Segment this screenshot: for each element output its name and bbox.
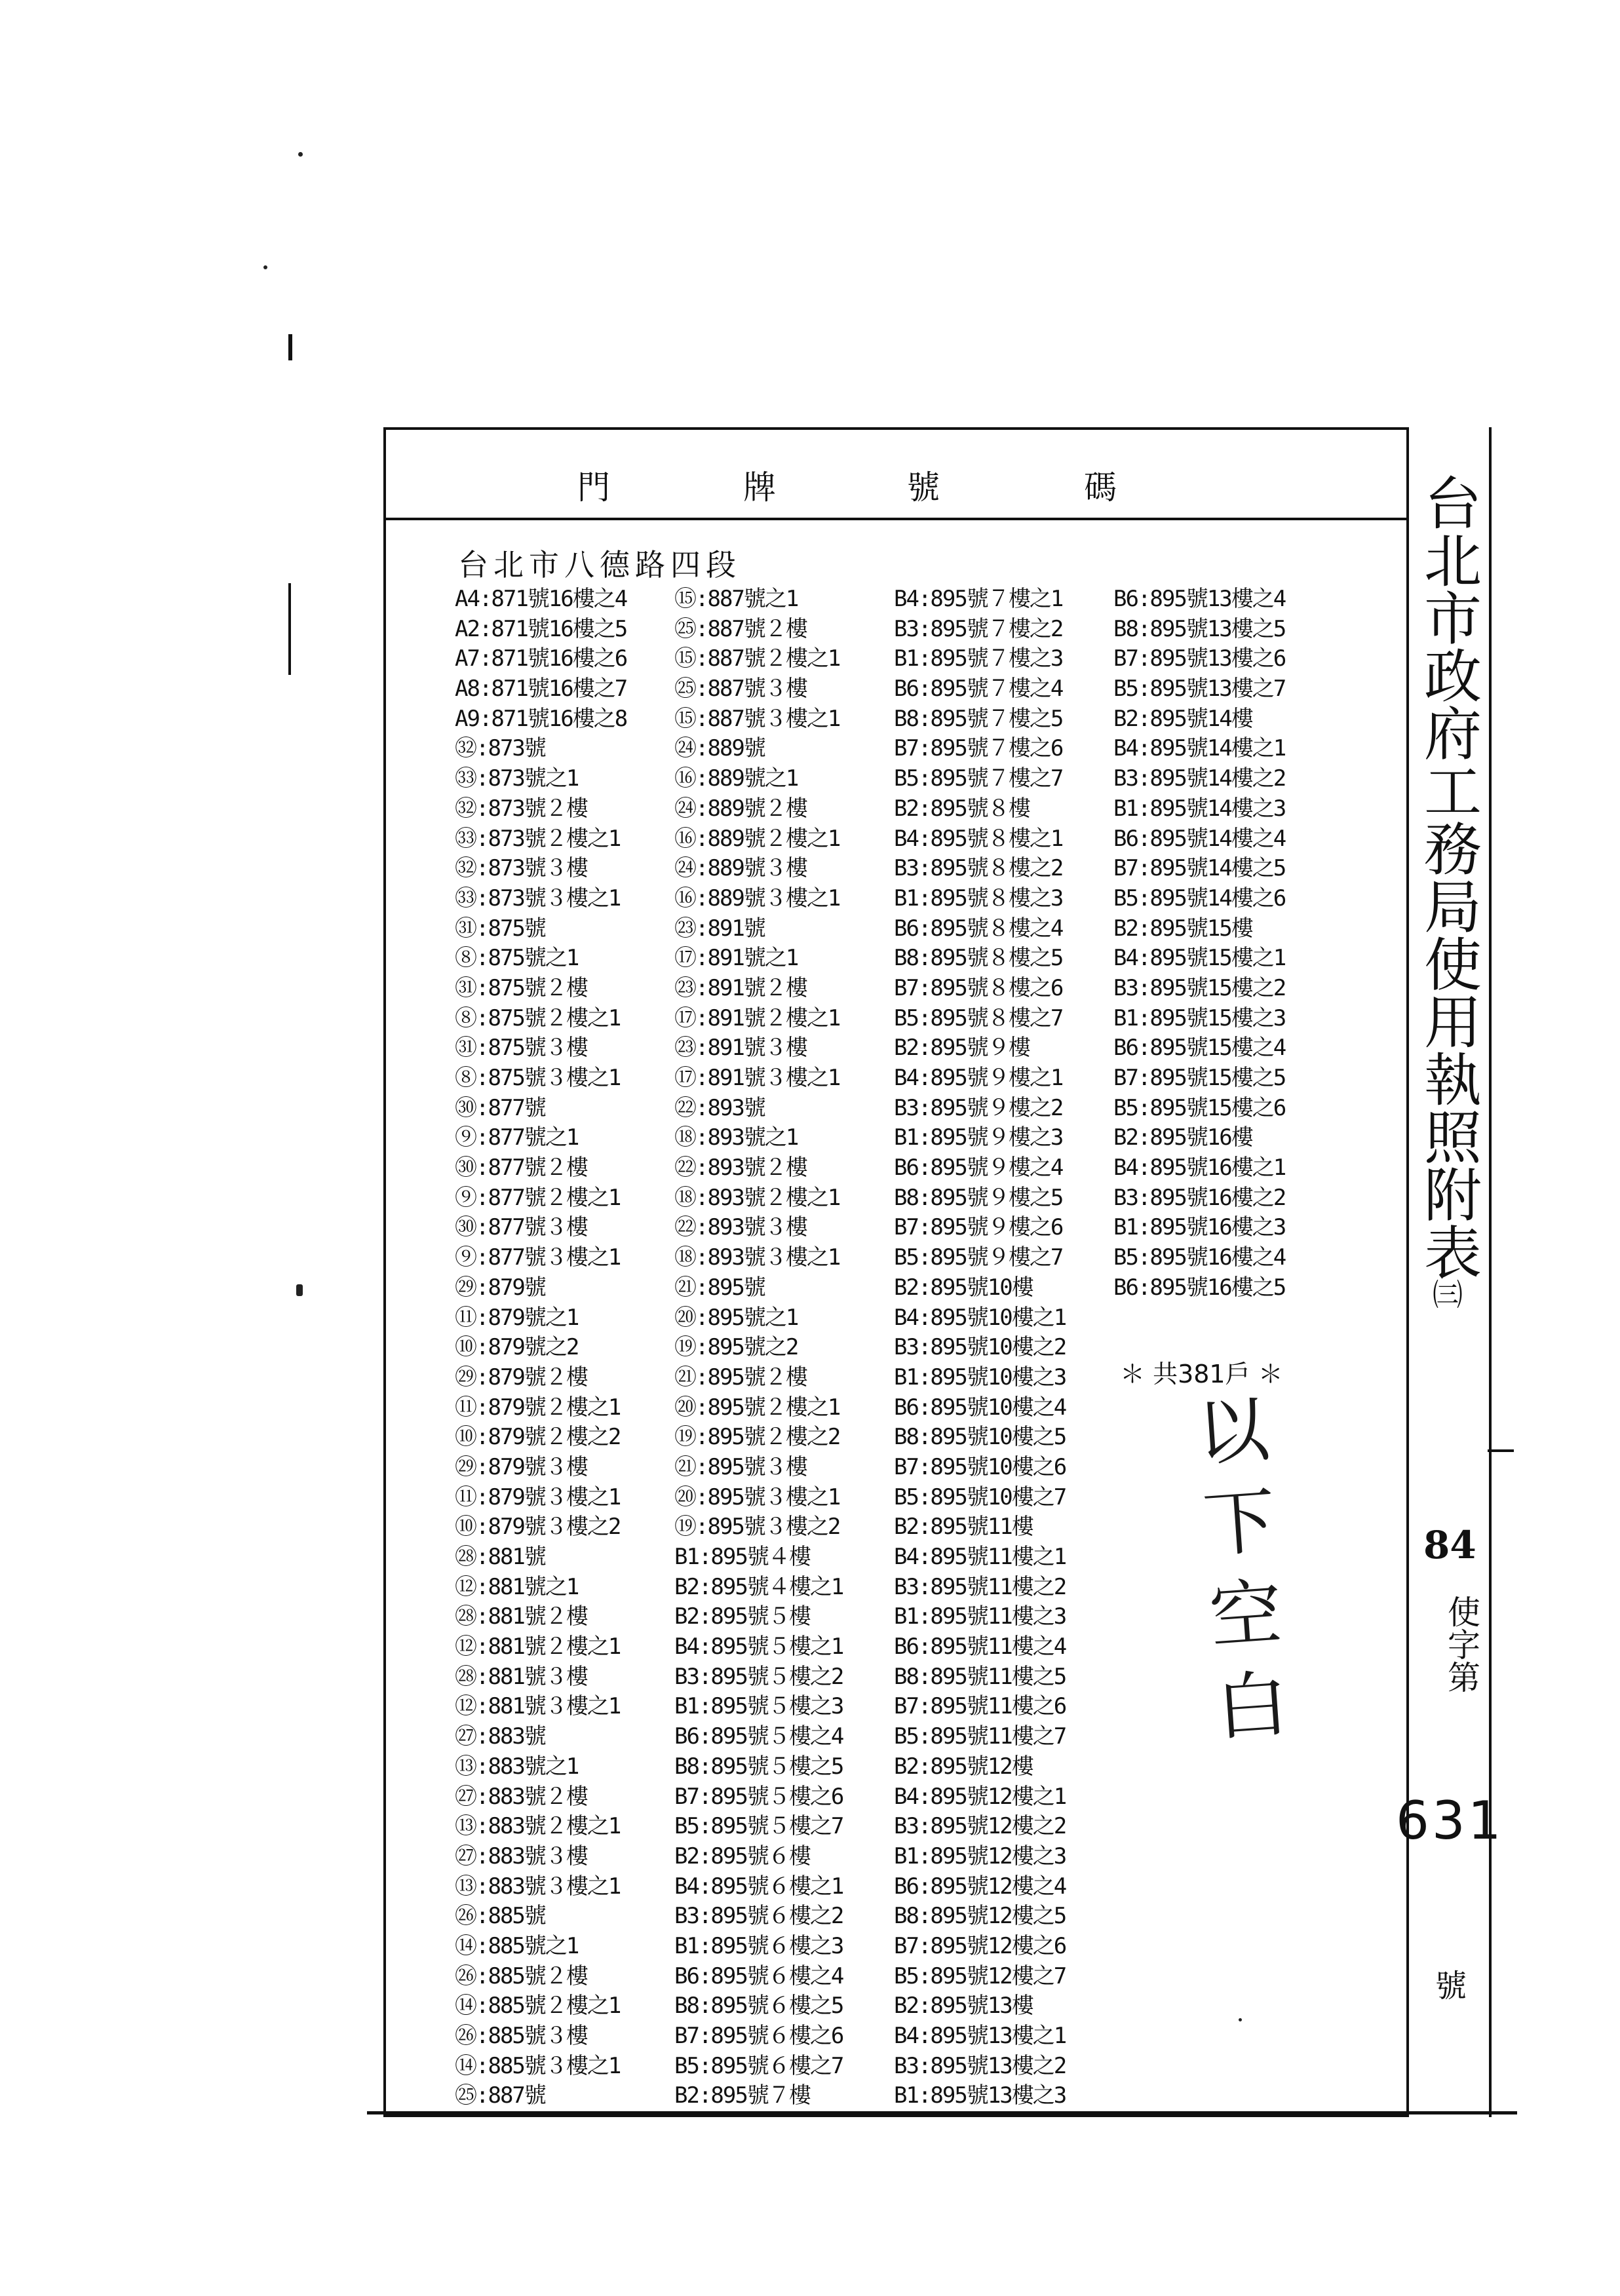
address-entry: ㉒:893號 [674, 1094, 765, 1121]
address-entry: ㉝:873號３樓之1 [455, 885, 621, 911]
address-entry: B2:895號10樓 [894, 1274, 1033, 1301]
title-suffix: ㈢ [1433, 1277, 1463, 1312]
address-entry: B3:895號８樓之2 [894, 855, 1063, 882]
address-entry: ⑰:891號之1 [674, 945, 798, 972]
address-column-3 [894, 584, 1066, 2111]
address-entry: B2:895號６樓 [674, 1843, 810, 1869]
address-entry: ⑧:875號之1 [455, 945, 579, 972]
address-entry: B5:895號15樓之6 [1113, 1094, 1286, 1121]
address-entry: ⑭:885號３樓之1 [455, 2052, 621, 2079]
address-entry: ⑱:893號２樓之1 [674, 1184, 840, 1211]
address-entry: B2:895號13樓 [894, 1993, 1033, 2019]
address-entry: ㉚:877號３樓 [455, 1214, 587, 1241]
divider [1488, 1449, 1514, 1452]
address-entry: B8:895號８樓之5 [894, 945, 1063, 972]
address-entry: ⑰:891號２樓之1 [674, 1004, 840, 1031]
address-entry: ㉝:873號之1 [455, 765, 579, 792]
address-entry: B4:895號15樓之1 [1113, 945, 1286, 972]
address-table [383, 427, 1406, 2117]
address-entry: B3:895號12樓之2 [894, 1813, 1066, 1840]
address-entry: B4:895號12樓之1 [894, 1783, 1066, 1810]
address-entry: B5:895號５樓之7 [674, 1813, 843, 1840]
address-entry: ⑬:883號３樓之1 [455, 1873, 621, 1900]
address-entry: B3:895號５樓之2 [674, 1663, 843, 1690]
address-entry: ㉚:877號２樓 [455, 1155, 587, 1181]
address-entry: B5:895號９樓之7 [894, 1244, 1063, 1271]
address-entry: ⑯:889號３樓之1 [674, 885, 840, 911]
address-entry: B2:895號８樓 [894, 795, 1030, 822]
address-entry: B8:895號10樓之5 [894, 1424, 1066, 1451]
address-entry: ㉒:893號３樓 [674, 1214, 807, 1241]
address-entry: ⑱:893號之1 [674, 1124, 798, 1151]
address-entry: ㉖:885號３樓 [455, 2023, 587, 2049]
scan-mark [288, 583, 291, 675]
address-entry: B3:895號13樓之2 [894, 2052, 1066, 2079]
address-entry: ㉗:883號３樓 [455, 1843, 587, 1869]
address-entry: B7:895號８樓之6 [894, 974, 1063, 1001]
address-entry: B6:895號12樓之4 [894, 1873, 1066, 1900]
permit-year: 84 [1423, 1523, 1476, 1567]
address-entry: B5:895號13樓之7 [1113, 676, 1286, 702]
address-entry: B3:895號６樓之2 [674, 1903, 843, 1930]
address-entry: ⑭:885號２樓之1 [455, 1993, 621, 2019]
address-entry: B6:895號５樓之4 [674, 1723, 843, 1750]
address-entry: B6:895號10樓之4 [894, 1394, 1066, 1421]
address-entry: B4:895號13樓之1 [894, 2023, 1066, 2049]
address-entry: ⑳:895號２樓之1 [674, 1394, 840, 1421]
address-entry: B2:895號16樓 [1113, 1124, 1252, 1151]
address-entry: B1:895號８樓之3 [894, 885, 1063, 911]
address-entry: ㉗:883號 [455, 1723, 545, 1750]
address-entry: B2:895號５樓 [674, 1603, 810, 1630]
address-entry: ⑨:877號之1 [455, 1124, 579, 1151]
address-entry: ⑮:887號２樓之1 [674, 645, 840, 672]
address-entry: B1:895號６樓之3 [674, 1932, 843, 1959]
address-entry: ⑪:879號之1 [455, 1304, 579, 1331]
address-entry: ㉙:879號３樓 [455, 1453, 587, 1480]
address-entry: ⑩:879號３樓之2 [455, 1514, 621, 1540]
address-entry: ㉗:883號２樓 [455, 1783, 587, 1810]
address-entry: ㉔:889號２樓 [674, 795, 807, 822]
address-entry: B1:895號14樓之3 [1113, 795, 1286, 822]
document-title: 台北市政府工務局使用執照附表 [1415, 473, 1482, 1280]
address-entry: B6:895號13樓之4 [1113, 586, 1286, 612]
address-entry: B8:895號11樓之5 [894, 1663, 1066, 1690]
address-entry: B1:895號４樓 [674, 1544, 810, 1570]
address-entry: A4:871號16樓之4 [455, 586, 627, 612]
address-entry: B1:895號11樓之3 [894, 1603, 1066, 1630]
address-entry: ㉘:881號 [455, 1544, 545, 1570]
address-entry: B5:895號10樓之7 [894, 1483, 1066, 1510]
address-entry: B7:895號６樓之6 [674, 2023, 843, 2049]
address-entry: ㉔:889號３樓 [674, 855, 807, 882]
address-entry: B8:895號９樓之5 [894, 1184, 1063, 1211]
address-column-1 [455, 584, 627, 2111]
address-entry: ⑳:895號之1 [674, 1304, 798, 1331]
address-entry: B1:895號16樓之3 [1113, 1214, 1286, 1241]
address-entry: B4:895號７樓之1 [894, 586, 1063, 612]
address-entry: A8:871號16樓之7 [455, 676, 627, 702]
header-char: 號 [907, 469, 940, 507]
table-bottom-rule [367, 2111, 1517, 2114]
address-entry: ㉜:873號 [455, 735, 545, 762]
title-column [1396, 427, 1504, 2117]
address-entry: B5:895號14樓之6 [1113, 885, 1286, 911]
address-entry: B6:895號16樓之5 [1113, 1274, 1286, 1301]
address-entry: B1:895號５樓之3 [674, 1693, 843, 1720]
address-entry: ⑱:893號３樓之1 [674, 1244, 840, 1271]
address-entry: B8:895號13樓之5 [1113, 615, 1286, 642]
address-entry: B1:895號10樓之3 [894, 1364, 1066, 1390]
address-entry: B1:895號15樓之3 [1113, 1004, 1286, 1031]
permit-label: 使字第 [1442, 1595, 1480, 1693]
address-entry: ㉔:889號 [674, 735, 765, 762]
address-entry: B1:895號９樓之3 [894, 1124, 1063, 1151]
address-entry: B1:895號13樓之3 [894, 2082, 1066, 2109]
address-entry: B2:895號12樓 [894, 1753, 1033, 1780]
address-entry: A7:871號16樓之6 [455, 645, 627, 672]
address-entry: B6:895號９樓之4 [894, 1155, 1063, 1181]
address-entry: ⑮:887號之1 [674, 586, 798, 612]
address-entry: B3:895號11樓之2 [894, 1573, 1066, 1600]
table-header [386, 430, 1406, 520]
address-entry: ⑫:881號３樓之1 [455, 1693, 621, 1720]
address-entry: ㉑:895號３樓 [674, 1453, 807, 1480]
header-char: 碼 [1084, 469, 1117, 507]
address-entry: ⑨:877號３樓之1 [455, 1244, 621, 1271]
address-entry: ⑨:877號２樓之1 [455, 1184, 621, 1211]
scan-speck [263, 265, 267, 269]
address-entry: ⑯:889號２樓之1 [674, 825, 840, 852]
address-entry: ⑫:881號２樓之1 [455, 1634, 621, 1660]
address-entry: B7:895號10樓之6 [894, 1453, 1066, 1480]
address-entry: B6:895號８樓之4 [894, 915, 1063, 942]
address-entry: B4:895號８樓之1 [894, 825, 1063, 852]
address-entry: B8:895號７樓之5 [894, 705, 1063, 732]
address-entry: ㉕:887號 [455, 2082, 545, 2109]
address-entry: B4:895號10樓之1 [894, 1304, 1066, 1331]
address-entry: ⑲:895號２樓之2 [674, 1424, 840, 1451]
address-entry: ㉚:877號 [455, 1094, 545, 1121]
address-entry: ⑲:895號３樓之2 [674, 1514, 840, 1540]
address-entry: B1:895號12樓之3 [894, 1843, 1066, 1869]
address-entry: B2:895號９樓 [894, 1035, 1030, 1062]
address-entry: ㉒:893號２樓 [674, 1155, 807, 1181]
address-entry: ⑬:883號２樓之1 [455, 1813, 621, 1840]
address-entry: ⑳:895號３樓之1 [674, 1483, 840, 1510]
address-entry: B5:895號11樓之7 [894, 1723, 1066, 1750]
address-entry: B4:895號16樓之1 [1113, 1155, 1286, 1181]
address-entry: B2:895號15樓 [1113, 915, 1252, 942]
address-entry: ⑪:879號２樓之1 [455, 1394, 621, 1421]
street-name: 台北市八德路四段 [458, 547, 741, 583]
address-entry: B6:895號６樓之4 [674, 1962, 843, 1989]
address-entry: B8:895號６樓之5 [674, 1993, 843, 2019]
address-entry: B7:895號５樓之6 [674, 1783, 843, 1810]
address-entry: ㉖:885號 [455, 1903, 545, 1930]
address-entry: B8:895號５樓之5 [674, 1753, 843, 1780]
address-entry: A2:871號16樓之5 [455, 615, 627, 642]
address-entry: ⑭:885號之1 [455, 1932, 579, 1959]
address-entry: ㉙:879號２樓 [455, 1364, 587, 1390]
header-char: 牌 [743, 469, 776, 507]
address-entry: B7:895號15樓之5 [1113, 1065, 1286, 1091]
address-entry: B6:895號７樓之4 [894, 676, 1063, 702]
address-entry: B6:895號11樓之4 [894, 1634, 1066, 1660]
address-column-4 [1113, 584, 1285, 1303]
scan-speck [298, 152, 303, 157]
address-entry: B2:895號14樓 [1113, 705, 1252, 732]
address-entry: ⑧:875號２樓之1 [455, 1004, 621, 1031]
address-entry: B4:895號６樓之1 [674, 1873, 843, 1900]
address-entry: B7:895號７樓之6 [894, 735, 1063, 762]
address-entry: B4:895號５樓之1 [674, 1634, 843, 1660]
address-entry: B7:895號９樓之6 [894, 1214, 1063, 1241]
address-entry: B3:895號９樓之2 [894, 1094, 1063, 1121]
address-entry: B7:895號12樓之6 [894, 1932, 1066, 1959]
address-entry: ⑧:875號３樓之1 [455, 1065, 621, 1091]
address-entry: B5:895號８樓之7 [894, 1004, 1063, 1031]
address-entry: ㉓:891號２樓 [674, 974, 807, 1001]
address-column-2 [674, 584, 843, 2111]
address-entry: ⑰:891號３樓之1 [674, 1065, 840, 1091]
address-entry: B3:895號16樓之2 [1113, 1184, 1286, 1211]
address-entry: B7:895號11樓之6 [894, 1693, 1066, 1720]
address-entry: B5:895號12樓之7 [894, 1962, 1066, 1989]
address-entry: A9:871號16樓之8 [455, 705, 627, 732]
address-entry: B8:895號12樓之5 [894, 1903, 1066, 1930]
address-entry: ㉑:895號 [674, 1274, 765, 1301]
address-entry: ⑫:881號之1 [455, 1573, 579, 1600]
address-entry: B6:895號15樓之4 [1113, 1035, 1286, 1062]
address-entry: ㉛:875號２樓 [455, 974, 587, 1001]
address-entry: B7:895號14樓之5 [1113, 855, 1286, 882]
address-entry: ㉕:887號３樓 [674, 676, 807, 702]
address-entry: ㉖:885號２樓 [455, 1962, 587, 1989]
address-entry: ㉑:895號２樓 [674, 1364, 807, 1390]
address-entry: B3:895號10樓之2 [894, 1334, 1066, 1361]
address-entry: B4:895號11樓之1 [894, 1544, 1066, 1570]
address-entry: ㉝:873號２樓之1 [455, 825, 621, 852]
address-entry: ㉛:875號 [455, 915, 545, 942]
address-entry: B6:895號14樓之4 [1113, 825, 1286, 852]
address-entry: ⑯:889號之1 [674, 765, 798, 792]
address-entry: B3:895號15樓之2 [1113, 974, 1286, 1001]
address-entry: B3:895號14樓之2 [1113, 765, 1286, 792]
address-entry: B7:895號13樓之6 [1113, 645, 1286, 672]
scan-mark [288, 334, 292, 360]
address-entry: ⑩:879號２樓之2 [455, 1424, 621, 1451]
handwritten-note: 以下空白 [1182, 1390, 1292, 1763]
address-entry: ㉙:879號 [455, 1274, 545, 1301]
address-entry: B4:895號９樓之1 [894, 1065, 1063, 1091]
address-entry: ㉘:881號２樓 [455, 1603, 587, 1630]
address-entry: ㉕:887號２樓 [674, 615, 807, 642]
address-entry: ⑩:879號之2 [455, 1334, 579, 1361]
address-entry: ㉜:873號３樓 [455, 855, 587, 882]
address-entry: B5:895號16樓之4 [1113, 1244, 1286, 1271]
permit-suffix: 號 [1435, 1968, 1467, 2004]
address-entry: B2:895號４樓之1 [674, 1573, 843, 1600]
address-entry: ㉘:881號３樓 [455, 1663, 587, 1690]
address-entry: ⑬:883號之1 [455, 1753, 579, 1780]
address-entry: ⑲:895號之2 [674, 1334, 798, 1361]
address-entry: B4:895號14樓之1 [1113, 735, 1286, 762]
header-char: 門 [577, 469, 610, 507]
address-entry: ㉜:873號２樓 [455, 795, 587, 822]
permit-number: 631 [1396, 1790, 1504, 1851]
address-entry: ㉛:875號３樓 [455, 1035, 587, 1062]
address-entry: B5:895號６樓之7 [674, 2052, 843, 2079]
address-entry: ⑪:879號３樓之1 [455, 1483, 621, 1510]
address-entry: B5:895號７樓之7 [894, 765, 1063, 792]
scan-speck [296, 1284, 303, 1296]
address-entry: ㉓:891號３樓 [674, 1035, 807, 1062]
address-entry: B2:895號７樓 [674, 2082, 810, 2109]
address-entry: B3:895號７樓之2 [894, 615, 1063, 642]
address-entry: B2:895號11樓 [894, 1514, 1033, 1540]
total-units: ＊ 共381戶 ＊ [1120, 1360, 1283, 1388]
address-entry: B1:895號７樓之3 [894, 645, 1063, 672]
address-entry: ⑮:887號３樓之1 [674, 705, 840, 732]
address-entry: ㉓:891號 [674, 915, 765, 942]
